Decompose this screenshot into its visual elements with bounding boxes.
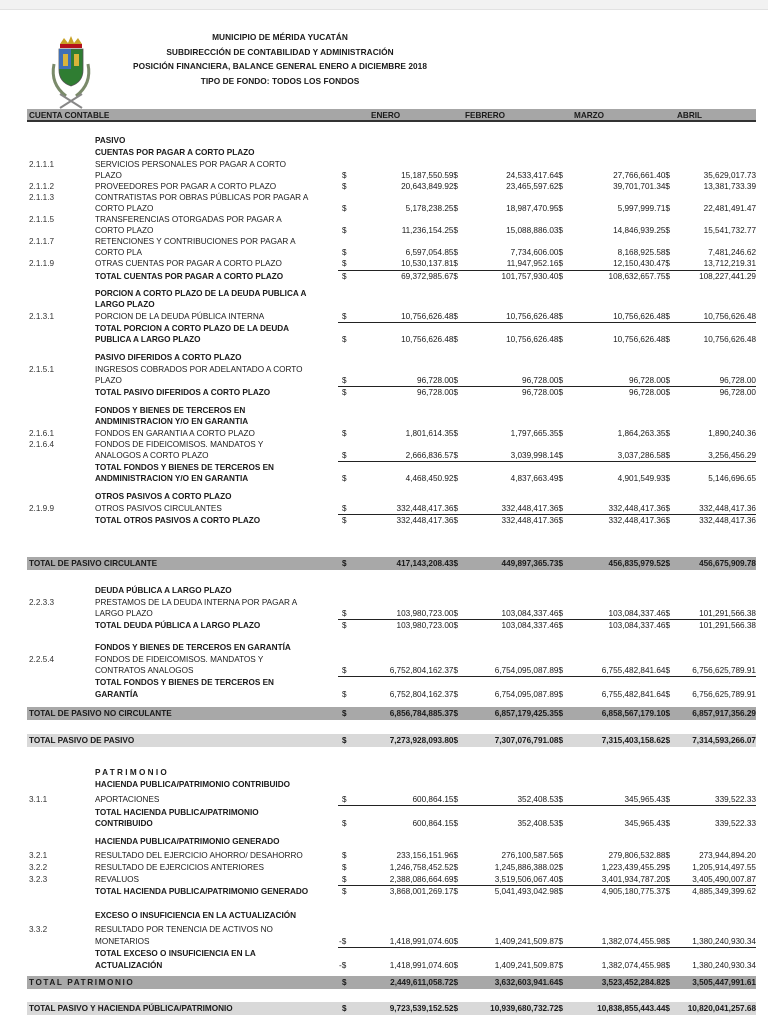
account-label: ANALOGOS A CORTO PLAZO — [95, 451, 209, 460]
value-febrero: 4,837,663.49$ — [510, 474, 563, 483]
account-code: 2.1.1.9 — [29, 259, 55, 268]
account-label: TOTAL EXCESO O INSUFICIENCIA EN LA — [95, 949, 256, 958]
currency-symbol: $ — [342, 851, 347, 860]
value-febrero: 23,465,597.62$ — [506, 182, 563, 191]
currency-symbol: $ — [342, 259, 347, 268]
account-label: GARANTÍA — [95, 690, 139, 699]
value-marzo: 456,835,979.52$ — [608, 559, 670, 568]
account-label: PASIVO DIFERIDOS A CORTO PLAZO — [95, 353, 242, 362]
value-enero: 69,372,985.67$ — [401, 272, 458, 281]
col-abril: ABRIL — [677, 111, 703, 120]
account-label: PUBLICA A LARGO PLAZO — [95, 335, 201, 344]
account-label: PORCION A CORTO PLAZO DE LA DEUDA PUBLICA A — [95, 289, 307, 298]
value-marzo: 4,901,549.93$ — [617, 474, 670, 483]
currency-symbol: $ — [342, 709, 347, 718]
account-label: CONTRATISTAS POR OBRAS PÚBLICAS POR PAGAR A — [95, 193, 309, 202]
currency-symbol: $ — [342, 312, 347, 321]
currency-symbol: $ — [342, 795, 347, 804]
currency-symbol: $ — [342, 863, 347, 872]
value-abril: 96,728.00 — [719, 388, 756, 397]
account-label: PLAZO — [95, 376, 122, 385]
currency-symbol: $ — [342, 690, 347, 699]
value-febrero: 10,939,680,732.72$ — [490, 1004, 563, 1013]
account-code: 3.2.2 — [29, 863, 48, 872]
value-marzo: 345,965.43$ — [624, 819, 670, 828]
value-abril: 108,227,441.29 — [699, 272, 756, 281]
account-label: TOTAL HACIENDA PUBLICA/PATRIMONIO — [95, 808, 259, 817]
department-title: SUBDIRECCIÓN DE CONTABILIDAD Y ADMINISTRACIÓN — [166, 46, 394, 57]
account-code: 3.2.3 — [29, 875, 48, 884]
value-marzo: 5,997,999.71$ — [617, 204, 670, 213]
value-abril: 10,756,626.48 — [703, 312, 756, 321]
value-marzo: 1,382,074,455.98$ — [601, 937, 670, 946]
value-febrero: 15,088,886.03$ — [506, 226, 563, 235]
value-febrero: 96,728.00$ — [522, 388, 563, 397]
currency-symbol: $ — [342, 609, 347, 618]
account-label: PATRIMONIO — [95, 768, 170, 777]
value-abril: 101,291,566.38 — [699, 609, 756, 618]
currency-symbol: $ — [342, 504, 347, 513]
value-marzo: 108,632,657.75$ — [608, 272, 670, 281]
account-code: 2.1.6.4 — [29, 440, 55, 449]
report-header — [110, 30, 450, 88]
value-enero: 7,273,928,093.80$ — [389, 736, 458, 745]
account-label: TOTAL PASIVO Y HACIENDA PÚBLICA/PATRIMONIO — [29, 1004, 233, 1013]
currency-symbol: -$ — [339, 937, 347, 946]
value-abril: 1,380,240,930.34 — [692, 961, 756, 970]
value-marzo: 6,858,567,179.10$ — [601, 709, 670, 718]
value-febrero: 103,084,337.46$ — [501, 609, 563, 618]
value-enero: 1,801,614.35$ — [405, 429, 458, 438]
value-abril: 13,381,733.39 — [703, 182, 756, 191]
value-febrero: 101,757,930.40$ — [501, 272, 563, 281]
account-label: APORTACIONES — [95, 795, 160, 804]
value-febrero: 3,632,603,941.64$ — [494, 978, 563, 987]
value-marzo: 39,701,701.34$ — [613, 182, 670, 191]
account-label: EXCESO O INSUFICIENCIA EN LA ACTUALIZACIÓN — [95, 911, 297, 920]
value-febrero: 332,448,417.36$ — [501, 504, 563, 513]
account-label: ANDMINISTRACION Y/O EN GARANTIA — [95, 417, 249, 426]
value-marzo: 3,523,452,284.82$ — [601, 978, 670, 987]
currency-symbol: $ — [342, 204, 347, 213]
value-abril: 6,756,625,789.91 — [692, 690, 756, 699]
value-febrero: 10,756,626.48$ — [506, 335, 563, 344]
total-patrimonio-band — [27, 976, 756, 989]
municipality-title: MUNICIPIO DE MÉRIDA YUCATÁN — [212, 32, 348, 42]
currency-symbol: $ — [342, 621, 347, 630]
value-abril: 7,481,246.62 — [708, 248, 756, 257]
value-marzo: 6,755,482,841.64$ — [601, 690, 670, 699]
value-abril: 96,728.00 — [719, 376, 756, 385]
value-enero: 4,468,450.92$ — [405, 474, 458, 483]
currency-symbol: $ — [342, 1004, 347, 1013]
value-febrero: 3,519,506,067.40$ — [494, 875, 563, 884]
col-marzo: MARZO — [574, 111, 605, 120]
value-febrero: 6,754,095,087.89$ — [494, 690, 563, 699]
value-marzo: 27,766,661.40$ — [613, 171, 670, 180]
value-enero: 15,187,550.59$ — [401, 171, 458, 180]
account-label: TRANSFERENCIAS OTORGADAS POR PAGAR A — [95, 215, 282, 224]
value-febrero: 7,734,606.00$ — [510, 248, 563, 257]
value-marzo: 96,728.00$ — [629, 388, 670, 397]
account-label: CONTRATOS ANALOGOS — [95, 666, 194, 675]
account-code: 2.1.1.5 — [29, 215, 55, 224]
value-enero: 6,752,804,162.37$ — [389, 666, 458, 675]
subtotal-rule — [338, 805, 756, 806]
account-label: LARGO PLAZO — [95, 609, 153, 618]
currency-symbol: $ — [342, 388, 347, 397]
account-code: 2.1.5.1 — [29, 365, 55, 374]
value-abril: 3,405,490,007.87 — [692, 875, 756, 884]
account-label: FONDOS DE FIDEICOMISOS. MANDATOS Y — [95, 440, 264, 449]
value-marzo: 1,864,263.35$ — [617, 429, 670, 438]
value-marzo: 103,084,337.46$ — [608, 609, 670, 618]
value-enero: 233,156,151.96$ — [396, 851, 458, 860]
account-label: TOTAL HACIENDA PUBLICA/PATRIMONIO GENERADO — [95, 887, 309, 896]
value-enero: 10,756,626.48$ — [401, 335, 458, 344]
account-label: PORCION DE LA DEUDA PÚBLICA INTERNA — [95, 312, 265, 321]
col-enero: ENERO — [371, 111, 401, 120]
value-enero: 2,449,611,058.72$ — [390, 978, 458, 987]
account-label: FONDOS DE FIDEICOMISOS. MANDATOS Y — [95, 655, 264, 664]
value-abril: 35,629,017.73 — [703, 171, 756, 180]
account-code: 2.1.1.1 — [29, 160, 55, 169]
value-marzo: 3,401,934,787.20$ — [601, 875, 670, 884]
account-label: ACTUALIZACIÓN — [95, 961, 163, 970]
value-marzo: 332,448,417.36$ — [608, 516, 670, 525]
value-febrero: 352,408.53$ — [517, 819, 563, 828]
value-marzo: 1,382,074,455.98$ — [601, 961, 670, 970]
value-abril: 5,146,696.65 — [708, 474, 756, 483]
value-abril: 22,481,491.47 — [703, 204, 756, 213]
value-marzo: 7,315,403,158.62$ — [601, 736, 670, 745]
value-febrero: 24,533,417.64$ — [506, 171, 563, 180]
account-label: CONTRIBUIDO — [95, 819, 153, 828]
value-febrero: 449,897,365.73$ — [501, 559, 563, 568]
column-header-bar — [27, 109, 756, 122]
account-label: HACIENDA PUBLICA/PATRIMONIO CONTRIBUIDO — [95, 780, 290, 789]
subtotal-rule — [338, 322, 756, 323]
account-code: 2.2.5.4 — [29, 655, 55, 664]
value-marzo: 96,728.00$ — [629, 376, 670, 385]
account-label: OTROS PASIVOS A CORTO PLAZO — [95, 492, 232, 501]
account-code: 2.1.3.1 — [29, 312, 55, 321]
value-abril: 101,291,566.38 — [699, 621, 756, 630]
account-label: TOTAL PASIVO DE PASIVO — [29, 736, 135, 745]
total-pasivo-circulante-band — [27, 557, 756, 570]
account-label: PLAZO — [95, 171, 122, 180]
account-label: FONDOS EN GARANTIA A CORTO PLAZO — [95, 429, 255, 438]
value-abril: 3,505,447,991.61 — [692, 978, 756, 987]
value-marzo: 1,223,439,455.29$ — [601, 863, 670, 872]
account-label: DEUDA PÚBLICA A LARGO PLAZO — [95, 586, 232, 595]
account-label: PRESTAMOS DE LA DEUDA INTERNA POR PAGAR A — [95, 598, 298, 607]
value-enero: 11,236,154.25$ — [401, 226, 458, 235]
value-abril: 15,541,732.77 — [703, 226, 756, 235]
account-code: 2.1.9.9 — [29, 504, 55, 513]
value-marzo: 103,084,337.46$ — [608, 621, 670, 630]
value-febrero: 1,409,241,509.87$ — [494, 937, 563, 946]
account-label: CUENTAS POR PAGAR A CORTO PLAZO — [95, 148, 255, 157]
value-marzo: 4,905,180,775.37$ — [601, 887, 670, 896]
account-label: OTROS PASIVOS CIRCULANTES — [95, 504, 222, 513]
account-label: CORTO PLA — [95, 248, 143, 257]
value-enero: 1,246,758,452.52$ — [389, 863, 458, 872]
value-abril: 456,675,909.78 — [699, 559, 756, 568]
value-abril: 339,522.33 — [715, 819, 756, 828]
value-enero: 20,643,849.92$ — [401, 182, 458, 191]
value-enero: 10,756,626.48$ — [401, 312, 458, 321]
currency-symbol: -$ — [339, 961, 347, 970]
value-enero: 103,980,723.00$ — [396, 609, 458, 618]
account-label: TOTAL CUENTAS POR PAGAR A CORTO PLAZO — [95, 272, 284, 281]
currency-symbol: $ — [342, 376, 347, 385]
account-label: TOTAL PORCION A CORTO PLAZO DE LA DEUDA — [95, 324, 290, 333]
value-abril: 13,712,219.31 — [703, 259, 756, 268]
account-label: TOTAL DE PASIVO CIRCULANTE — [29, 559, 158, 568]
value-abril: 10,820,041,257.68 — [687, 1004, 756, 1013]
value-febrero: 11,947,952.16$ — [506, 259, 563, 268]
account-label: RESULTADO DEL EJERCICIO AHORRO/ DESAHORRO — [95, 851, 303, 860]
account-label: RESULTADO POR TENENCIA DE ACTIVOS NO — [95, 925, 273, 934]
currency-symbol: $ — [342, 248, 347, 257]
value-marzo: 12,150,430.47$ — [613, 259, 670, 268]
value-febrero: 332,448,417.36$ — [501, 516, 563, 525]
currency-symbol: $ — [342, 335, 347, 344]
value-enero: 417,143,208.43$ — [396, 559, 458, 568]
col-account: CUENTA CONTABLE — [29, 111, 110, 120]
currency-symbol: $ — [342, 887, 347, 896]
value-febrero: 6,754,095,087.89$ — [494, 666, 563, 675]
value-abril: 4,885,349,399.62 — [692, 887, 756, 896]
account-label: TOTAL OTROS PASIVOS A CORTO PLAZO — [95, 516, 261, 525]
value-abril: 332,448,417.36 — [699, 504, 756, 513]
value-marzo: 14,846,939.25$ — [613, 226, 670, 235]
currency-symbol: $ — [342, 451, 347, 460]
account-label: INGRESOS COBRADOS POR ADELANTADO A CORTO — [95, 365, 303, 374]
account-label: FONDOS Y BIENES DE TERCEROS EN GARANTÍA — [95, 643, 291, 652]
value-febrero: 1,409,241,509.87$ — [494, 961, 563, 970]
value-marzo: 10,838,855,443.44$ — [597, 1004, 670, 1013]
value-enero: 96,728.00$ — [417, 388, 458, 397]
account-label: PASIVO — [95, 136, 126, 145]
value-marzo: 6,755,482,841.64$ — [601, 666, 670, 675]
account-label: TOTAL PATRIMONIO — [29, 978, 135, 987]
value-enero: 332,448,417.36$ — [396, 504, 458, 513]
account-label: RESULTADO DE EJERCICIOS ANTERIORES — [95, 863, 264, 872]
value-febrero: 3,039,998.14$ — [510, 451, 563, 460]
account-label: TOTAL PASIVO DIFERIDOS A CORTO PLAZO — [95, 388, 271, 397]
currency-symbol: $ — [342, 978, 347, 987]
account-code: 2.1.6.1 — [29, 429, 55, 438]
value-abril: 339,522.33 — [715, 795, 756, 804]
value-abril: 3,256,456.29 — [708, 451, 756, 460]
value-enero: 96,728.00$ — [417, 376, 458, 385]
account-label: MONETARIOS — [95, 937, 150, 946]
value-marzo: 332,448,417.36$ — [608, 504, 670, 513]
value-abril: 6,756,625,789.91 — [692, 666, 756, 675]
value-abril: 6,857,917,356.29 — [692, 709, 756, 718]
value-marzo: 345,965.43$ — [624, 795, 670, 804]
value-enero: 5,178,238.25$ — [405, 204, 458, 213]
value-febrero: 6,857,179,425.35$ — [494, 709, 563, 718]
account-code: 2.1.1.7 — [29, 237, 55, 246]
value-abril: 1,890,240.36 — [708, 429, 756, 438]
value-enero: 103,980,723.00$ — [396, 621, 458, 630]
value-febrero: 96,728.00$ — [522, 376, 563, 385]
currency-symbol: $ — [342, 559, 347, 568]
currency-symbol: $ — [342, 819, 347, 828]
account-label: PROVEEDORES POR PAGAR A CORTO PLAZO — [95, 182, 277, 191]
value-abril: 1,205,914,497.55 — [692, 863, 756, 872]
value-enero: 6,856,784,885.37$ — [389, 709, 458, 718]
account-label: LARGO PLAZO — [95, 300, 155, 309]
account-code: 2.1.1.3 — [29, 193, 55, 202]
currency-symbol: $ — [342, 736, 347, 745]
subtotal-rule — [338, 461, 756, 462]
currency-symbol: $ — [342, 875, 347, 884]
value-abril: 1,380,240,930.34 — [692, 937, 756, 946]
account-label: TOTAL FONDOS Y BIENES DE TERCEROS EN — [95, 463, 274, 472]
value-enero: 1,418,991,074.60$ — [389, 961, 458, 970]
subtotal-rule — [338, 676, 756, 677]
currency-symbol: $ — [342, 171, 347, 180]
account-label: RETENCIONES Y CONTRIBUCIONES POR PAGAR A — [95, 237, 296, 246]
value-febrero: 5,041,493,042.98$ — [494, 887, 563, 896]
account-code: 3.3.2 — [29, 925, 48, 934]
value-marzo: 3,037,286.58$ — [617, 451, 670, 460]
value-febrero: 103,084,337.46$ — [501, 621, 563, 630]
account-label: REVALUOS — [95, 875, 139, 884]
value-enero: 2,666,836.57$ — [405, 451, 458, 460]
account-label: SERVICIOS PERSONALES POR PAGAR A CORTO — [95, 160, 286, 169]
value-marzo: 10,756,626.48$ — [613, 335, 670, 344]
value-enero: 600,864.15$ — [412, 795, 458, 804]
value-enero: 332,448,417.36$ — [396, 516, 458, 525]
value-febrero: 1,245,886,388.02$ — [494, 863, 563, 872]
value-abril: 273,944,894.20 — [699, 851, 756, 860]
value-febrero: 352,408.53$ — [517, 795, 563, 804]
value-febrero: 18,987,470.95$ — [506, 204, 563, 213]
value-febrero: 1,797,665.35$ — [510, 429, 563, 438]
currency-symbol: $ — [342, 182, 347, 191]
value-enero: 6,597,054.85$ — [405, 248, 458, 257]
value-enero: 10,530,137.81$ — [401, 259, 458, 268]
value-febrero: 276,100,587.56$ — [501, 851, 563, 860]
fund-type: TIPO DE FONDO: TODOS LOS FONDOS — [200, 75, 360, 86]
account-label: CORTO PLAZO — [95, 226, 154, 235]
account-code: 3.2.1 — [29, 851, 48, 860]
account-label: TOTAL DE PASIVO NO CIRCULANTE — [29, 709, 172, 718]
value-marzo: 10,756,626.48$ — [613, 312, 670, 321]
account-code: 3.1.1 — [29, 795, 48, 804]
currency-symbol: $ — [342, 474, 347, 483]
currency-symbol: $ — [342, 429, 347, 438]
value-abril: 10,756,626.48 — [703, 335, 756, 344]
currency-symbol: $ — [342, 516, 347, 525]
col-febrero: FEBRERO — [465, 111, 506, 120]
report-title: POSICIÓN FINANCIERA, BALANCE GENERAL ENERO A DICIEMBRE 2018 — [133, 61, 427, 71]
account-label: TOTAL DEUDA PÚBLICA A LARGO PLAZO — [95, 621, 261, 630]
value-enero: 3,868,001,269.17$ — [389, 887, 458, 896]
subtotal-rule — [338, 947, 756, 948]
value-marzo: 279,806,532.88$ — [608, 851, 670, 860]
account-label: OTRAS CUENTAS POR PAGAR A CORTO PLAZO — [95, 259, 282, 268]
total-pasivo-band — [27, 734, 756, 747]
total-pasivo-patrimonio-band — [27, 1002, 756, 1015]
account-label: ANDMINISTRACION Y/O EN GARANTIA — [95, 474, 249, 483]
currency-symbol: $ — [342, 666, 347, 675]
account-code: 2.1.1.2 — [29, 182, 55, 191]
value-febrero: 10,756,626.48$ — [506, 312, 563, 321]
currency-symbol: $ — [342, 226, 347, 235]
total-pasivo-no-circulante-band — [27, 707, 756, 720]
value-abril: 7,314,593,266.07 — [692, 736, 756, 745]
currency-symbol: $ — [342, 272, 347, 281]
account-label: CORTO PLAZO — [95, 204, 154, 213]
value-abril: 332,448,417.36 — [699, 516, 756, 525]
value-enero: 6,752,804,162.37$ — [389, 690, 458, 699]
value-marzo: 8,168,925.58$ — [617, 248, 670, 257]
account-label: TOTAL FONDOS Y BIENES DE TERCEROS EN — [95, 678, 274, 687]
value-febrero: 7,307,076,791.08$ — [494, 736, 563, 745]
value-enero: 2,388,086,664.69$ — [389, 875, 458, 884]
account-label: FONDOS Y BIENES DE TERCEROS EN — [95, 406, 246, 415]
value-enero: 600,864.15$ — [412, 819, 458, 828]
account-code: 2.2.3.3 — [29, 598, 55, 607]
account-label: HACIENDA PUBLICA/PATRIMONIO GENERADO — [95, 837, 280, 846]
value-enero: 9,723,539,152.52$ — [389, 1004, 458, 1013]
viewer-top-bar — [0, 0, 768, 10]
value-enero: 1,418,991,074.60$ — [389, 937, 458, 946]
